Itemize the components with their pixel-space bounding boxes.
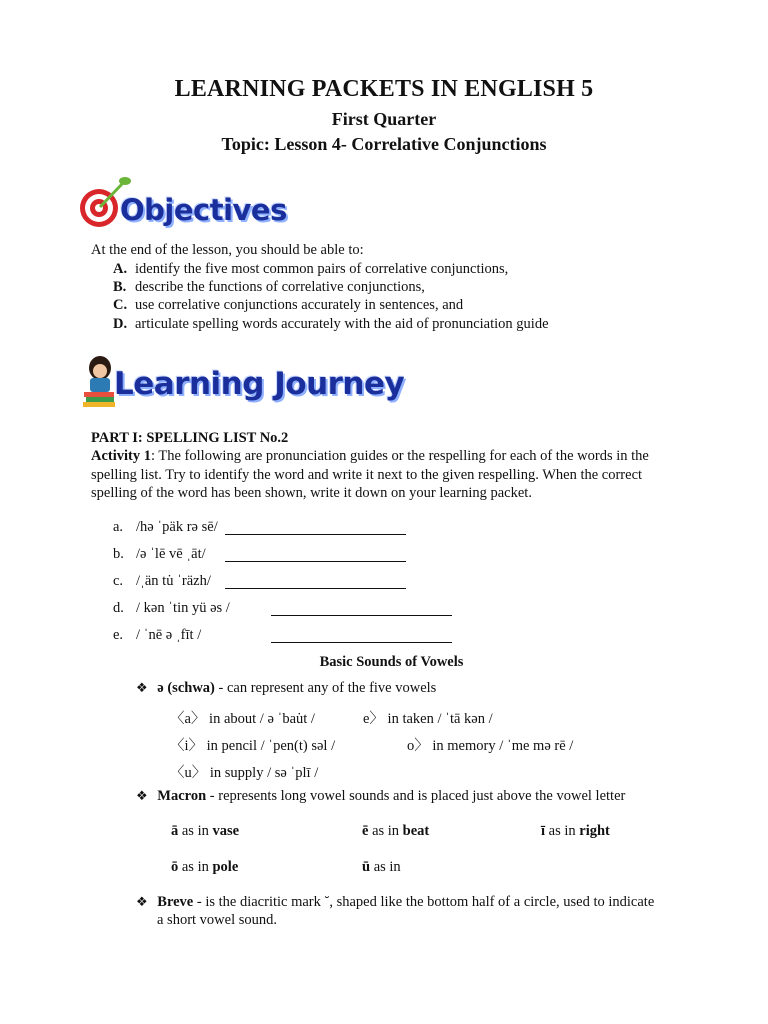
part-heading: PART I: SPELLING LIST No.2 <box>91 430 289 446</box>
schwa-example: e〉 in taken / ˈtā kən / <box>363 711 493 727</box>
answer-blank[interactable] <box>271 600 452 616</box>
macron-example: ī as in right <box>541 823 610 839</box>
macron-example: ō as in pole <box>171 859 239 875</box>
respelling-item-a: a. /hə ˈpäk rə sē/ <box>113 519 413 537</box>
respelling-item-e: e. / ˈnē ə ˌfīt / <box>113 627 458 645</box>
page-title: LEARNING PACKETS IN ENGLISH 5 <box>174 76 594 102</box>
quarter-subtitle: First Quarter <box>331 109 437 129</box>
respelling-item-b: b. /ə ˈlē vē ˌāt/ <box>113 546 413 564</box>
objective-item: C. use correlative conjunctions accurately in sentences, and <box>113 297 464 314</box>
respelling-item-d: d. / kən ˈtin yü əs / <box>113 600 458 618</box>
respelling-item-c: c. /ˌän tu̇ ˈräzh/ <box>113 573 413 591</box>
objectives-banner: Objectives <box>120 193 287 227</box>
macron-example: ū as in <box>362 859 401 875</box>
objective-item: B. describe the functions of correlative conjunctions, <box>113 279 425 296</box>
schwa-example: 〈i〉 in pencil / ˈpen(t) səl / <box>170 738 336 754</box>
macron-example: ē as in beat <box>362 823 430 839</box>
diamond-bullet-icon: ❖ <box>136 789 148 804</box>
answer-blank[interactable] <box>225 519 406 535</box>
answer-blank[interactable] <box>225 573 406 589</box>
objectives-list <box>113 260 549 333</box>
macron-bullet: ❖ Macron - represents long vowel sounds and is placed just above the vowel letter <box>136 788 626 804</box>
breve-continuation: a short vowel sound. <box>157 912 278 928</box>
answer-blank[interactable] <box>271 627 452 643</box>
macron-example: ā as in vase <box>171 823 240 839</box>
schwa-example: 〈u〉 in supply / sə ˈplī / <box>170 765 319 781</box>
answer-blank[interactable] <box>225 546 406 562</box>
objective-item: D. articulate spelling words accurately with the aid of pronunciation guide <box>113 315 549 332</box>
learning-journey-banner: Learning Journey <box>114 366 405 402</box>
vowels-heading: Basic Sounds of Vowels <box>319 654 464 670</box>
diamond-bullet-icon: ❖ <box>136 895 148 910</box>
activity-instructions: Activity 1: The following are pronunciation guides or the respelling for each of the words in the spelling list. Try to identify the word and write it next to the given respelling. When the correct spelling of the word has been shown, write it down on your learning packet. <box>91 448 649 502</box>
topic-subtitle: Topic: Lesson 4- Correlative Conjunctions <box>221 134 547 154</box>
breve-bullet: ❖ Breve - is the diacritic mark ˘, shaped like the bottom half of a circle, used to indicate <box>136 894 655 910</box>
schwa-bullet: ❖ ə (schwa) - can represent any of the five vowels <box>136 680 437 696</box>
schwa-example: 〈a〉 in about / ə ˈbau̇t / <box>170 711 315 727</box>
objectives-intro: At the end of the lesson, you should be able to: <box>91 242 364 258</box>
schwa-example: o〉 in memory / ˈme mə rē / <box>407 738 574 754</box>
diamond-bullet-icon: ❖ <box>136 681 148 696</box>
objective-item: A. identify the five most common pairs of correlative conjunctions, <box>113 261 509 277</box>
